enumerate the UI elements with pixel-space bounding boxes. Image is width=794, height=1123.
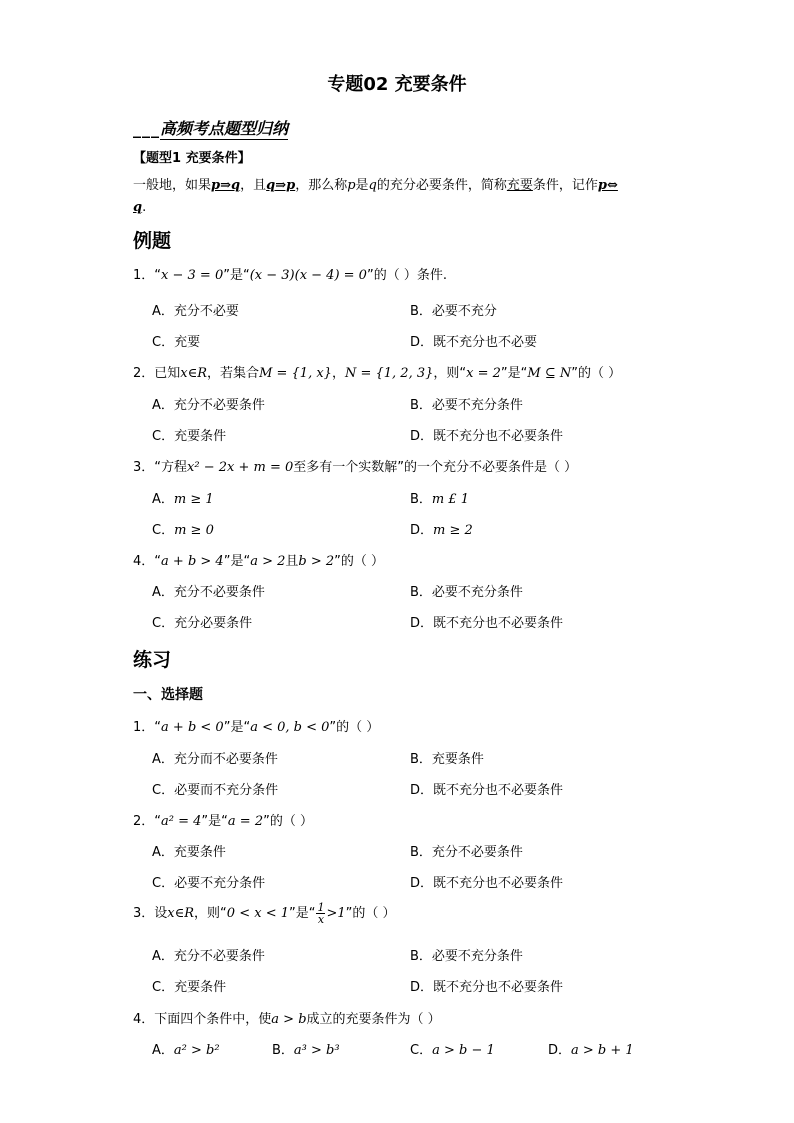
question-text: ”的（ ） [263,814,313,829]
pr1-option-b: B．充要条件 [410,752,484,767]
question-text: ”是“ [223,720,251,735]
def-text: 是 [355,178,369,193]
question-text: 设 [154,906,168,921]
example-question-1 [133,264,447,283]
ex4-option-d: D．既不充分也不必要条件 [410,616,564,631]
fraction-denominator: x [317,913,325,926]
ex1-option-c: C．充要 [152,335,201,350]
pr2-option-b: B．充分不必要条件 [410,845,523,860]
question-text: ”的（ ） [345,906,396,921]
ex3-option-d [410,519,473,538]
question-text: “ [154,268,162,283]
ex1-option-d: D．既不充分也不必要 [410,335,538,350]
practice-question-2 [133,810,313,829]
fraction-numerator: 1 [317,901,325,914]
question-text: ，若集合 [207,366,260,381]
pr1-option-c: C．必要而不充分条件 [152,783,279,798]
math-expr: N = {1, 2, 3} [344,366,434,381]
ex4-option-b: B．必要不充分条件 [410,585,523,600]
math-expr: b > 2 [298,554,335,569]
question-number: 3． [133,460,155,475]
ex2-option-c: C．充要条件 [152,429,227,444]
example-heading: 例题 [133,230,172,252]
math-expr: >1 [326,906,346,921]
option-label: B． [410,492,432,507]
math-expr: m £ 1 [431,492,470,507]
question-text: ， [331,366,345,381]
ex1-option-a: A．充分不必要 [152,304,239,319]
question-text: ”的（ ） [571,366,622,381]
ex3-option-a [152,488,214,507]
math-expr: a + b < 0 [161,720,224,735]
question-number: 3． [133,906,155,921]
ex1-option-b: B．必要不充分 [410,304,497,319]
pr4-option-b [272,1039,340,1058]
math-expr: M = {1, x} [259,366,332,381]
heading-dashes: ___ [133,119,160,138]
option-label: B． [272,1043,294,1058]
example-question-3 [133,456,577,475]
pr3-option-c: C．充要条件 [152,980,227,995]
pr2-option-d: D．既不充分也不必要条件 [410,876,564,891]
def-p-implies-q: p⇒q [211,178,241,193]
pr4-option-c [410,1039,495,1058]
question-number: 1． [133,268,155,283]
pr4-option-d [548,1039,634,1058]
def-text: 条件，记作 [532,178,598,193]
option-label: D． [410,523,434,538]
option-label: A． [152,1043,174,1058]
def-period: . [142,200,147,215]
pr3-option-d: D．既不充分也不必要条件 [410,980,564,995]
math-expr: (x − 3)(x − 4) = 0 [249,268,367,283]
definition-line-2 [133,200,146,215]
math-expr: m ≥ 1 [173,492,214,507]
math-expr: a > b − 1 [432,1043,495,1058]
heading-text: 高频考点题型归纳 [160,119,289,138]
math-expr: x − 3 = 0 [161,268,224,283]
page-title: 专题02 充要条件 [327,74,467,95]
pr2-option-a: A．充要条件 [152,845,226,860]
practice-question-1 [133,716,379,735]
math-expr: 0 < x < 1 [226,906,289,921]
math-expr: x∈R [167,906,195,921]
question-number: 4． [133,1012,155,1027]
math-expr: x∈R [180,366,208,381]
ex4-option-a: A．充分不必要条件 [152,585,265,600]
option-label: C． [410,1043,433,1058]
ex2-option-a: A．充分不必要条件 [152,398,265,413]
def-text: 的充分必要条件，简称 [376,178,507,193]
def-q: q [368,178,377,193]
def-text: 一般地，如果 [133,178,212,193]
ex3-option-b [410,488,469,507]
pr3-option-a: A．充分不必要条件 [152,949,265,964]
ex2-option-d: D．既不充分也不必要条件 [410,429,564,444]
option-label: D． [548,1043,572,1058]
pr1-option-a: A．充分而不必要条件 [152,752,278,767]
practice-question-3 [133,902,396,925]
question-text: ，则“ [194,906,227,921]
ex2-option-b: B．必要不充分条件 [410,398,523,413]
high-frequency-heading [133,116,288,139]
def-text: ，且 [240,178,267,193]
question-text: 且 [285,554,299,569]
question-text: ，则“ [433,366,467,381]
practice-question-4 [133,1008,441,1027]
question-text: “ [154,554,162,569]
practice-heading: 练习 [133,649,172,671]
pr3-option-b: B．必要不充分条件 [410,949,523,964]
question-text: ”是“ [201,814,228,829]
pr2-option-c: C．必要不充分条件 [152,876,266,891]
def-chongyao: 充要 [506,178,533,193]
def-text: ，那么称 [295,178,348,193]
question-number: 1． [133,720,155,735]
math-expr: a > b [271,1012,307,1027]
definition-line-1 [133,174,618,193]
question-text: ”是“ [223,268,250,283]
math-expr: m ≥ 0 [174,523,214,538]
math-expr: a² > b² [173,1043,220,1058]
example-question-4 [133,550,384,569]
question-number: 2． [133,366,155,381]
math-expr: a < 0, b < 0 [250,720,330,735]
option-label: A． [152,492,174,507]
type1-header: 【题型1 充要条件】 [133,151,251,166]
question-text: 成立的充要条件为（ ） [306,1012,441,1027]
question-text: ”的（ ）条件. [366,268,447,283]
def-p: p [347,178,356,193]
ex4-option-c: C．充分必要条件 [152,616,253,631]
question-text: ”是“ [223,554,251,569]
math-expr: m ≥ 2 [433,523,473,538]
ex3-option-c [152,519,214,538]
question-number: 2． [133,814,155,829]
math-expr: a > b + 1 [571,1043,634,1058]
def-p-iff: p⇔ [597,178,618,193]
math-expr: a³ > b³ [293,1043,340,1058]
math-expr: x = 2 [466,366,501,381]
math-expr: a + b > 4 [161,554,224,569]
question-text: 至多有一个实数解”的一个充分不必要条件是（ ） [293,460,578,475]
question-text: ”的（ ） [334,554,385,569]
math-expr: M ⊆ N [527,366,572,381]
math-expr: a > 2 [250,554,286,569]
option-label: C． [152,523,175,538]
question-text: “ [154,720,162,735]
question-text: ”的（ ） [329,720,380,735]
math-expr: a² = 4 [161,814,202,829]
question-text: 已知 [154,366,181,381]
section-multiple-choice: 一、选择题 [133,687,203,703]
math-expr: x² − 2x + m = 0 [187,460,294,475]
question-text: 下面四个条件中，使 [154,1012,272,1027]
question-number: 4． [133,554,155,569]
def-q-implies-p: q⇒p [266,178,296,193]
pr1-option-d: D．既不充分也不必要条件 [410,783,564,798]
fraction [316,902,325,925]
question-text: ”是“ [289,906,316,921]
def-q-end: q [133,200,143,215]
question-text: “ [154,814,162,829]
question-text: ”是“ [500,366,528,381]
question-text: “方程 [154,460,188,475]
pr4-option-a [152,1039,220,1058]
math-expr: a = 2 [227,814,264,829]
example-question-2 [133,362,621,381]
